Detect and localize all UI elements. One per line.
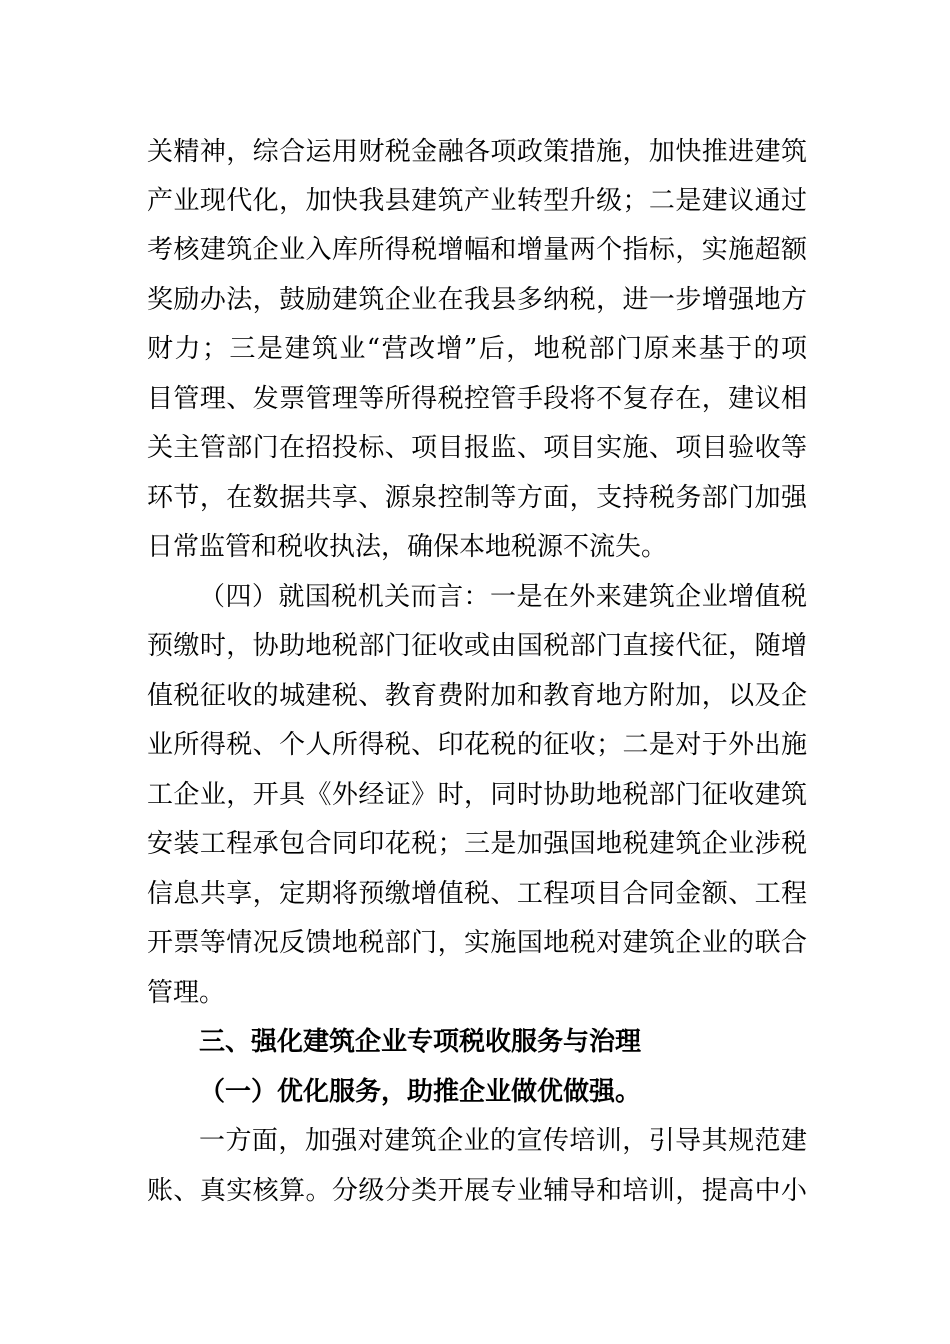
text-line: 信息共享，定期将预缴增值税、工程项目合同金额、工程 [147,879,807,909]
text-line: 业所得税、个人所得税、印花税的征收；二是对于外出施 [147,730,807,760]
text-line: 考核建筑企业入库所得税增幅和增量两个指标，实施超额 [147,235,807,265]
text-line: 值税征收的城建税、教育费附加和教育地方附加，以及企 [147,681,807,711]
section-heading: 三、强化建筑企业专项税收服务与治理 [199,1027,642,1057]
text-line: 日常监管和税收执法，确保本地税源不流失。 [147,532,668,562]
text-line: 目管理、发票管理等所得税控管手段将不复存在，建议相 [147,384,807,414]
text-line: 开票等情况反馈地税部门，实施国地税对建筑企业的联合 [147,928,807,958]
text-line: 管理。 [147,978,226,1008]
text-line: 关精神，综合运用财税金融各项政策措施，加快推进建筑 [147,137,807,167]
text-line: 奖励办法，鼓励建筑企业在我县多纳税，进一步增强地方 [147,285,807,315]
text-line: 预缴时，协助地税部门征收或由国税部门直接代征，随增 [147,631,807,661]
subsection-heading: （一）优化服务，助推企业做优做强。 [199,1077,642,1107]
text-line: 环节，在数据共享、源泉控制等方面，支持税务部门加强 [147,483,807,513]
text-line: 账、真实核算。分级分类开展专业辅导和培训，提高中小 [147,1176,807,1206]
text-line: 安装工程承包合同印花税；三是加强国地税建筑企业涉税 [147,829,807,859]
paragraph-start-line: 一方面，加强对建筑企业的宣传培训，引导其规范建 [199,1126,807,1156]
text-line: 关主管部门在招投标、项目报监、项目实施、项目验收等 [147,433,807,463]
text-line: 财力；三是建筑业“营改增”后，地税部门原来基于的项 [147,334,807,364]
paragraph-start-line: （四）就国税机关而言：一是在外来建筑企业增值税 [199,582,807,612]
text-line: 工企业，开具《外经证》时，同时协助地税部门征收建筑 [147,780,807,810]
text-line: 产业现代化，加快我县建筑产业转型升级；二是建议通过 [147,186,807,216]
